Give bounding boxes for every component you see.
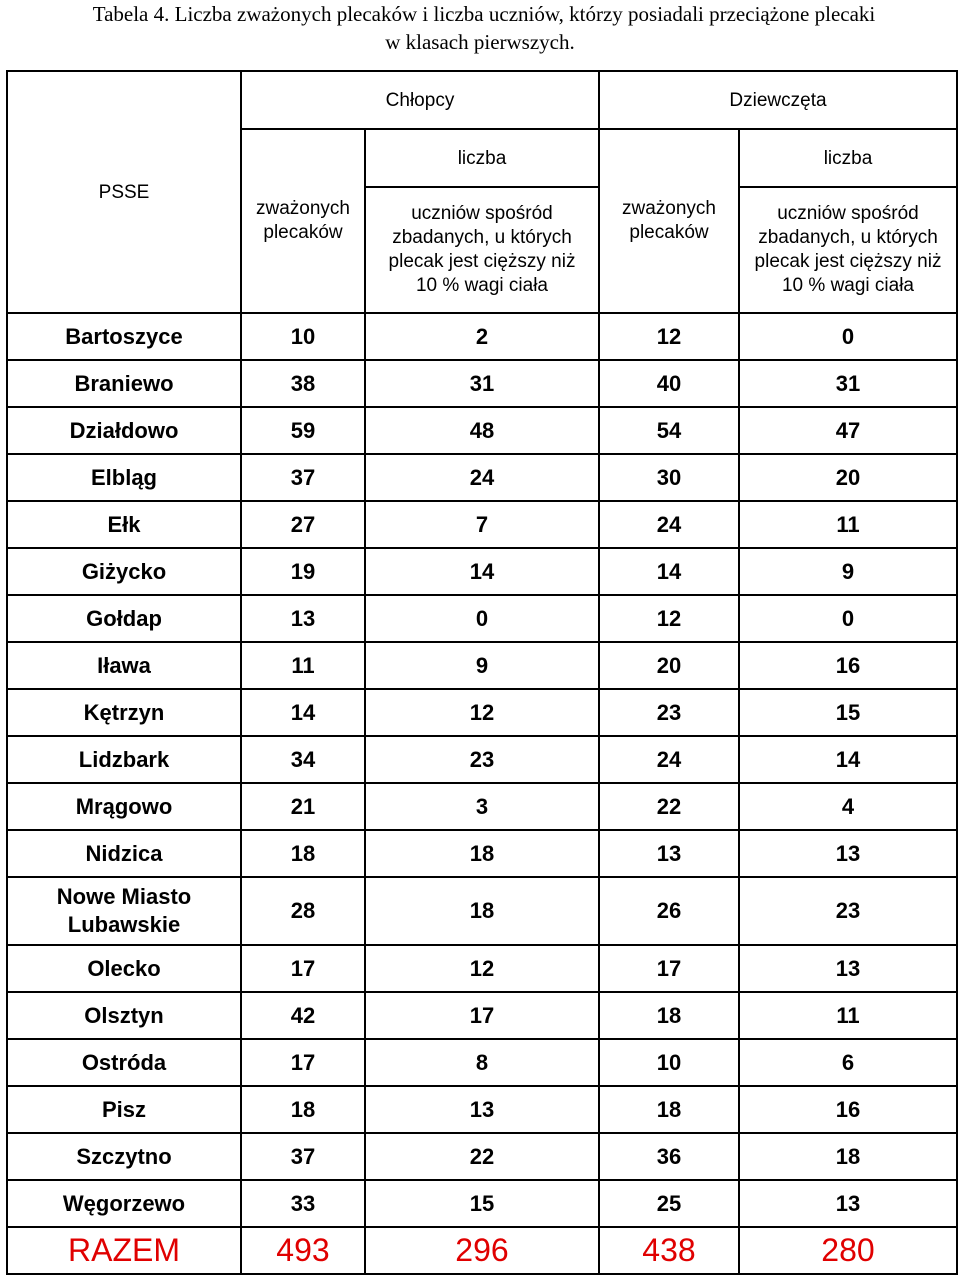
boys-overloaded-cell: 18 [365, 830, 599, 877]
caption-line-1: Tabela 4. Liczba zważonych plecaków i liczba uczniów, którzy posiadali przeciążone plecaki [92, 2, 876, 26]
girls-weighed-cell: 24 [599, 736, 739, 783]
table-row [7, 642, 957, 689]
table-row [7, 1180, 957, 1227]
table-row [7, 407, 957, 454]
boys-overloaded-cell: 48 [365, 407, 599, 454]
girls-weighed-cell: 40 [599, 360, 739, 407]
boys-overloaded-cell: 15 [365, 1180, 599, 1227]
girls-weighed-cell: 24 [599, 501, 739, 548]
boys-overloaded-cell: 2 [365, 313, 599, 360]
table-row [7, 689, 957, 736]
caption-line-2: w klasach pierwszych. [385, 30, 575, 54]
header-girls-overloaded: uczniów spośród zbadanych, u których plecak jest cięższy niż 10 % wagi ciała [739, 187, 957, 313]
boys-overloaded-cell: 12 [365, 945, 599, 992]
boys-weighed-cell: 18 [241, 830, 365, 877]
table-row [7, 313, 957, 360]
boys-weighed-cell: 13 [241, 595, 365, 642]
boys-overloaded-cell: 23 [365, 736, 599, 783]
header-girls: Dziewczęta [599, 71, 957, 129]
table-row [7, 736, 957, 783]
girls-overloaded-cell: 13 [739, 945, 957, 992]
girls-overloaded-cell: 14 [739, 736, 957, 783]
boys-weighed-cell: 14 [241, 689, 365, 736]
psse-name-cell: Braniewo [7, 360, 241, 407]
psse-name-cell: Mrągowo [7, 783, 241, 830]
boys-weighed-cell: 28 [241, 877, 365, 945]
boys-weighed-cell: 27 [241, 501, 365, 548]
boys-overloaded-cell: 14 [365, 548, 599, 595]
table-caption [0, 0, 960, 58]
boys-overloaded-cell: 0 [365, 595, 599, 642]
psse-name-cell: Ostróda [7, 1039, 241, 1086]
psse-name-cell: Szczytno [7, 1133, 241, 1180]
psse-name-cell: Elbląg [7, 454, 241, 501]
header-girls-liczba: liczba [739, 129, 957, 187]
table-row [7, 595, 957, 642]
boys-weighed-cell: 11 [241, 642, 365, 689]
girls-overloaded-cell: 16 [739, 1086, 957, 1133]
psse-name-cell: Olecko [7, 945, 241, 992]
boys-weighed-cell: 10 [241, 313, 365, 360]
psse-name-cell: Lidzbark [7, 736, 241, 783]
boys-overloaded-cell: 17 [365, 992, 599, 1039]
boys-overloaded-cell: 31 [365, 360, 599, 407]
girls-overloaded-cell: 15 [739, 689, 957, 736]
psse-name-cell: Nowe Miasto Lubawskie [7, 877, 241, 945]
boys-weighed-cell: 37 [241, 454, 365, 501]
girls-overloaded-cell: 6 [739, 1039, 957, 1086]
girls-weighed-cell: 54 [599, 407, 739, 454]
boys-overloaded-cell: 7 [365, 501, 599, 548]
girls-overloaded-cell: 0 [739, 313, 957, 360]
girls-weighed-cell: 25 [599, 1180, 739, 1227]
total-girls-weighed-cell: 438 [599, 1227, 739, 1274]
boys-overloaded-cell: 18 [365, 877, 599, 945]
boys-weighed-cell: 17 [241, 945, 365, 992]
psse-name-cell: Ełk [7, 501, 241, 548]
girls-weighed-cell: 26 [599, 877, 739, 945]
boys-overloaded-cell: 12 [365, 689, 599, 736]
girls-weighed-cell: 36 [599, 1133, 739, 1180]
boys-overloaded-cell: 24 [365, 454, 599, 501]
table-row [7, 454, 957, 501]
backpack-table [6, 70, 958, 1275]
boys-weighed-cell: 17 [241, 1039, 365, 1086]
girls-weighed-cell: 12 [599, 595, 739, 642]
boys-weighed-cell: 42 [241, 992, 365, 1039]
girls-weighed-cell: 13 [599, 830, 739, 877]
total-boys-weighed-cell: 493 [241, 1227, 365, 1274]
psse-name-cell: Giżycko [7, 548, 241, 595]
table-row [7, 548, 957, 595]
girls-weighed-cell: 22 [599, 783, 739, 830]
psse-name-cell: Nidzica [7, 830, 241, 877]
girls-weighed-cell: 17 [599, 945, 739, 992]
girls-weighed-cell: 30 [599, 454, 739, 501]
table-row [7, 501, 957, 548]
table-row [7, 830, 957, 877]
boys-overloaded-cell: 9 [365, 642, 599, 689]
table-row [7, 1086, 957, 1133]
girls-overloaded-cell: 11 [739, 992, 957, 1039]
boys-weighed-cell: 33 [241, 1180, 365, 1227]
psse-name-cell: Działdowo [7, 407, 241, 454]
psse-name-cell: Gołdap [7, 595, 241, 642]
boys-weighed-cell: 38 [241, 360, 365, 407]
girls-weighed-cell: 12 [599, 313, 739, 360]
header-boys-overloaded: uczniów spośród zbadanych, u których plecak jest cięższy niż 10 % wagi ciała [365, 187, 599, 313]
total-girls-overloaded-cell: 280 [739, 1227, 957, 1274]
girls-weighed-cell: 20 [599, 642, 739, 689]
boys-weighed-cell: 18 [241, 1086, 365, 1133]
girls-overloaded-cell: 23 [739, 877, 957, 945]
girls-overloaded-cell: 4 [739, 783, 957, 830]
table-row [7, 945, 957, 992]
table-row [7, 992, 957, 1039]
header-boys-liczba: liczba [365, 129, 599, 187]
girls-weighed-cell: 23 [599, 689, 739, 736]
girls-overloaded-cell: 20 [739, 454, 957, 501]
boys-overloaded-cell: 13 [365, 1086, 599, 1133]
boys-weighed-cell: 59 [241, 407, 365, 454]
girls-overloaded-cell: 11 [739, 501, 957, 548]
girls-weighed-cell: 18 [599, 1086, 739, 1133]
boys-weighed-cell: 19 [241, 548, 365, 595]
table-row [7, 1133, 957, 1180]
header-girls-weighed: zważonych plecaków [599, 129, 739, 313]
boys-weighed-cell: 21 [241, 783, 365, 830]
boys-weighed-cell: 37 [241, 1133, 365, 1180]
girls-overloaded-cell: 13 [739, 830, 957, 877]
boys-overloaded-cell: 22 [365, 1133, 599, 1180]
total-boys-overloaded-cell: 296 [365, 1227, 599, 1274]
table-row [7, 1039, 957, 1086]
psse-name-cell: Iława [7, 642, 241, 689]
girls-overloaded-cell: 18 [739, 1133, 957, 1180]
total-row [7, 1227, 957, 1274]
girls-overloaded-cell: 13 [739, 1180, 957, 1227]
girls-weighed-cell: 14 [599, 548, 739, 595]
header-boys: Chłopcy [241, 71, 599, 129]
girls-overloaded-cell: 16 [739, 642, 957, 689]
girls-overloaded-cell: 47 [739, 407, 957, 454]
header-boys-weighed: zważonych plecaków [241, 129, 365, 313]
girls-overloaded-cell: 31 [739, 360, 957, 407]
boys-overloaded-cell: 3 [365, 783, 599, 830]
psse-name-cell: Kętrzyn [7, 689, 241, 736]
psse-name-cell: Pisz [7, 1086, 241, 1133]
boys-weighed-cell: 34 [241, 736, 365, 783]
girls-weighed-cell: 10 [599, 1039, 739, 1086]
header-psse: PSSE [7, 71, 241, 313]
psse-name-cell: Węgorzewo [7, 1180, 241, 1227]
psse-name-cell: Olsztyn [7, 992, 241, 1039]
table-row [7, 877, 957, 945]
table-row [7, 783, 957, 830]
girls-overloaded-cell: 0 [739, 595, 957, 642]
psse-name-cell: Bartoszyce [7, 313, 241, 360]
table-row [7, 360, 957, 407]
girls-weighed-cell: 18 [599, 992, 739, 1039]
total-label: RAZEM [7, 1227, 241, 1274]
boys-overloaded-cell: 8 [365, 1039, 599, 1086]
girls-overloaded-cell: 9 [739, 548, 957, 595]
